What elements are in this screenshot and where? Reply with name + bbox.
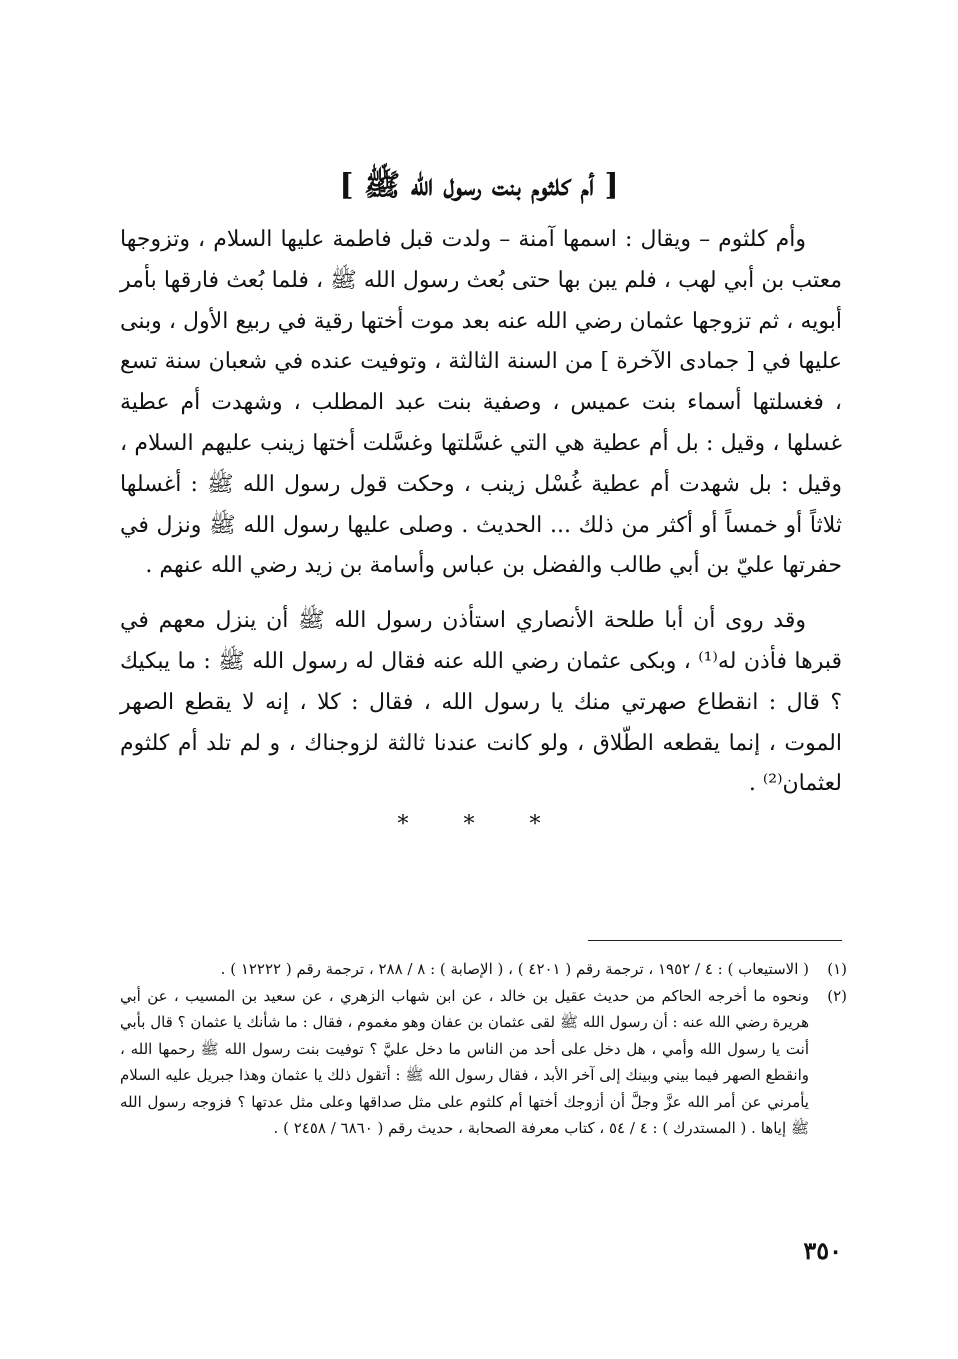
- footnote: [120, 983, 847, 1142]
- footnote-number: (٢): [827, 986, 847, 1005]
- footnote-number: (١): [827, 960, 847, 978]
- footnotes: [120, 956, 847, 1142]
- footnote-text: ( الاستيعاب ) : ٤ / ١٩٥٢ ، ترجمة رقم ( ٤٢٠١ ) ، ( الإصابة ) : ٨ / ٢٨٨ ، ترجمة رقم ( ١٢٢٢٢ ) .: [220, 960, 809, 978]
- footnote-text: ونحوه ما أخرجه الحاكم من حديث عقيل بن خالد ، عن ابن شهاب الزهري ، عن سعيد بن المسيب ، عن أبي هريرة رضي الله عنه : أن رسول الله ﷺ لقى عثمان بن عفان وهو مغموم ، فقال : ما شأنك يا عثمان ؟ قال بأبي أنت يا رسول الله وأمي ، هل دخل على أحد من الناس ما دخل عليَّ ؟ توفيت بنت رسول الله ﷺ رحمها الله ، وانقطع الصهر فيما بيني وبينك إلى آخر الأبد ، فقال رسول الله ﷺ : أتقول ذلك يا عثمان وهذا جبريل عليه السلام يأمرني عن أمر الله عزَّ وجلَّ أن أزوجك أختها أم كلثوم على مثل صداقها وعلى مثل عدتها ؟ فزوجه رسول الله ﷺ إياها . ( المستدرك ) : ٤ / ٥٤ ، كتاب معرفة الصحابة ، حديث رقم ( ٦٨٦٠ / ٢٤٥٨ ) .: [120, 986, 809, 1137]
- paragraph: وأم كلثوم – ويقال : اسمها آمنة – ولدت قبل فاطمة عليها السلام ، وتزوجها معتب بن أبي لهب ، فلم يبن بها حتى بُعث رسول الله ﷺ ، فلما بُعث فارقها بأمر أبويه ، ثم تزوجها عثمان رضي الله عنه بعد موت أختها رقية في ربيع الأول ، وبنى عليها في [ جمادى الآخرة ] من السنة الثالثة ، وتوفيت عنده في شعبان سنة تسع ، فغسلتها أسماء بنت عميس ، وصفية بنت عبد المطلب ، وشهدت أم عطية غسلها ، وقيل : بل أم عطية هي التي غسَّلتها وغسَّلت أختها زينب عليهم السلام ، وقيل : بل شهدت أم عطية غُسْل زينب ، وحكت قول رسول الله ﷺ : أغسلها ثلاثاً أو خمساً أو أكثر من ذلك ... الحديث . وصلى عليها رسول الله ﷺ ونزل في حفرتها عليّ بن أبي طالب والفضل بن عباس وأسامة بن زيد رضي الله عنهم .: [120, 227, 842, 579]
- paragraph: وقد روى أن أبا طلحة الأنصاري استأذن رسول الله ﷺ أن ينزل معهم في قبرها فأذن له⁽¹⁾ ، وبكى عثمان رضي الله عنه فقال له رسول الله ﷺ : ما يبكيك ؟ قال : انقطاع صهرتي منك يا رسول الله ، فقال : كلا ، إنه لا يقطع الصهر الموت ، إنما يقطعه الطّلاق ، ولو كانت عندنا ثالثة لزوجناك ، و لم تلد أم كلثوم لعثمان⁽²⁾ .: [120, 608, 842, 797]
- footnote: [120, 956, 847, 983]
- section-title: [ أم كلثوم بنت رسول الله ﷺ ]: [339, 168, 619, 203]
- page-number: ٣٥٠: [803, 1236, 842, 1265]
- section-separator: * * *: [397, 812, 565, 837]
- footnote-rule: [588, 940, 842, 941]
- main-text: [120, 220, 842, 805]
